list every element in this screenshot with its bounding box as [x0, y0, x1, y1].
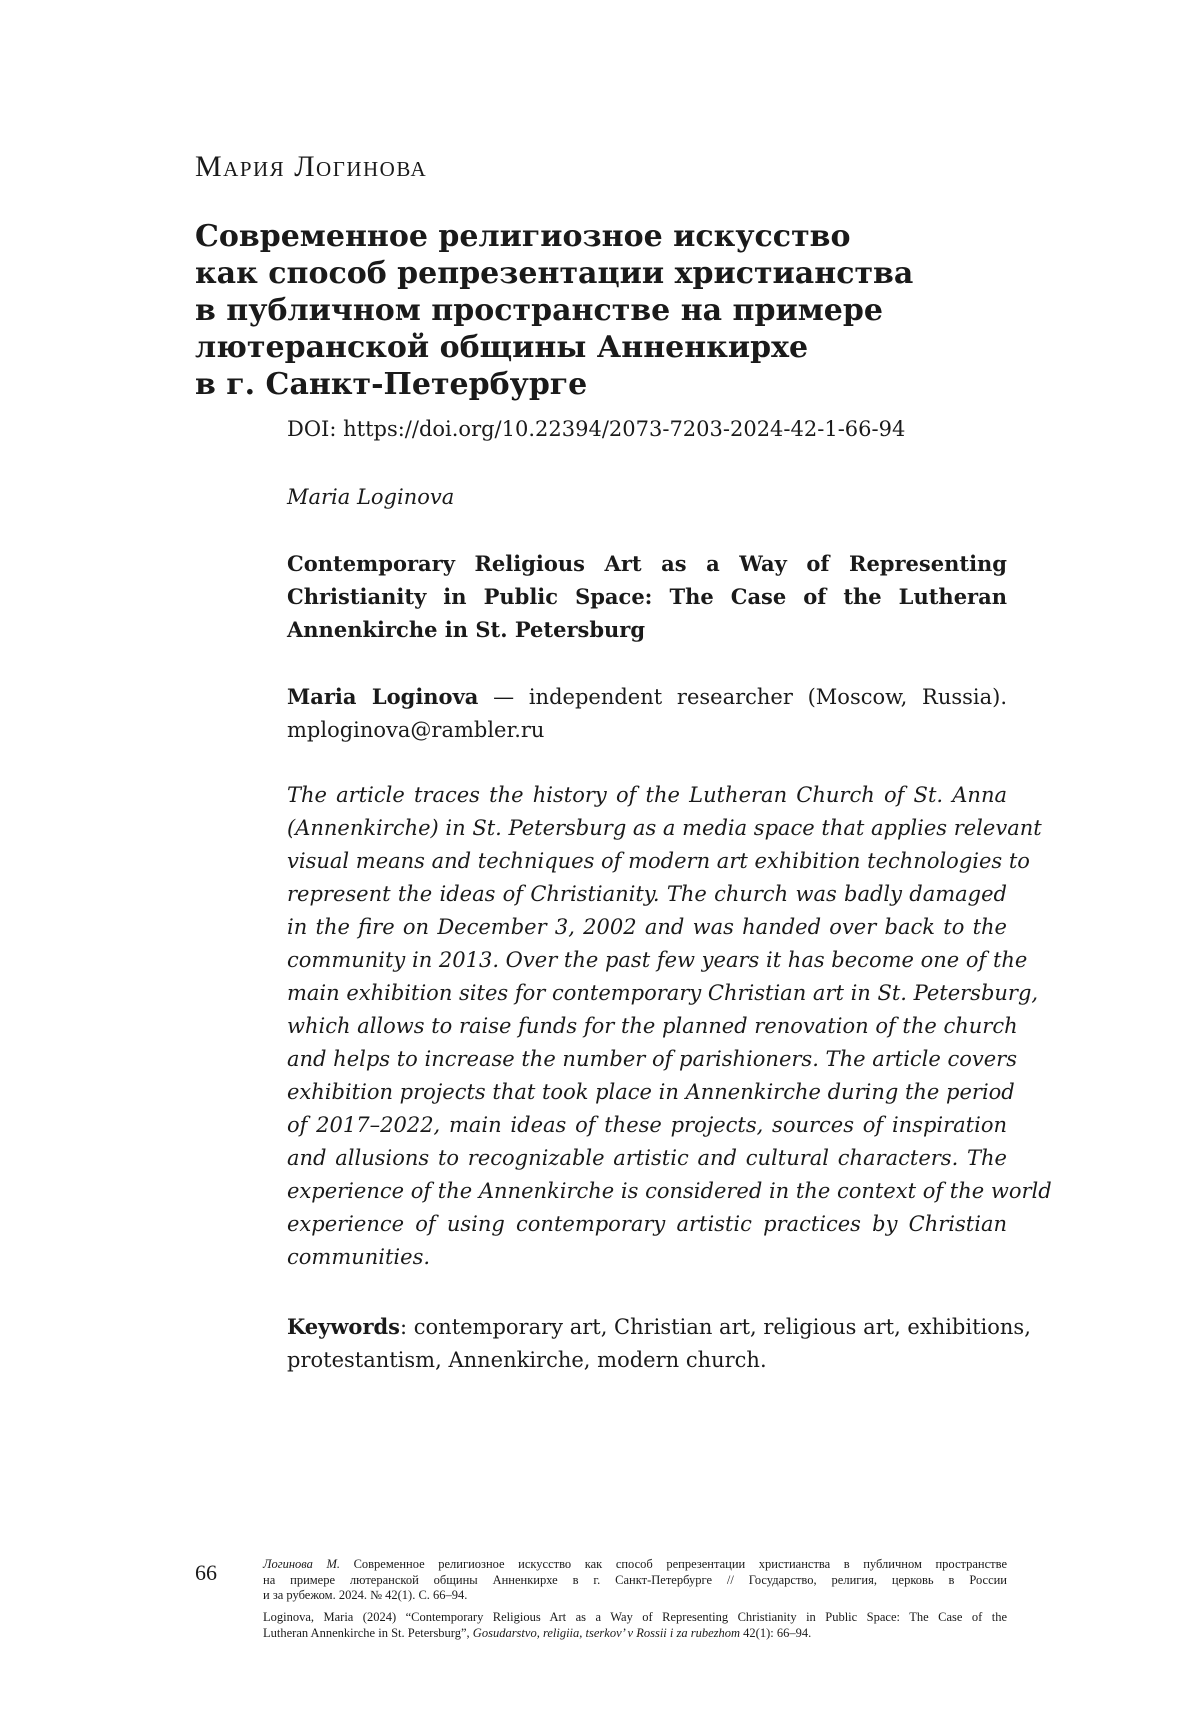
abstract-line: and helps to increase the number of parishioners. The article covers: [287, 1047, 1017, 1071]
abstract-line: main exhibition sites for contemporary Christian art in St. Petersburg,: [287, 981, 1039, 1005]
title-en-line: Christianity in Public Space: The Case of the Lutheran: [287, 584, 1007, 609]
title-ru-line: в публичном пространстве на примере: [195, 293, 883, 328]
title-en-line: Annenkirche in St. Petersburg: [287, 617, 646, 642]
citation-en: [263, 1610, 1007, 1641]
doi-line[interactable]: DOI: https://doi.org/10.22394/2073-7203-2024-42-1-66-94: [287, 417, 906, 441]
keywords: [287, 1310, 1031, 1377]
affiliation-text: — independent researcher (Moscow, Russia).: [478, 685, 1007, 709]
abstract-line: and allusions to recognizable artistic and cultural characters. The: [287, 1146, 1007, 1170]
citation-en-text: 42(1): 66–94.: [740, 1625, 812, 1640]
title-en-line: Contemporary Religious Art as a Way of Representing: [287, 551, 1007, 576]
citation-ru: [263, 1557, 1007, 1604]
author-name-ru: Мария Логинова: [195, 150, 428, 183]
abstract-line: represent the ideas of Christianity. The church was badly damaged: [287, 882, 1007, 906]
title-ru-line: лютеранской общины Анненкирхе: [195, 330, 809, 365]
title-ru-line: Современное религиозное искусство: [195, 219, 851, 254]
affiliation-author-name: Maria Loginova: [287, 684, 479, 709]
citation-ru-line: и за рубежом. 2024. № 42(1). С. 66–94.: [263, 1588, 468, 1602]
abstract-line: communities.: [287, 1245, 431, 1269]
author-email-link[interactable]: mploginova@rambler.ru: [287, 718, 545, 742]
abstract-line: experience of using contemporary artistic practices by Christian: [287, 1212, 1007, 1236]
title-ru-line: как способ репрезентации христианства: [195, 256, 914, 291]
author-name-en: Maria Loginova: [287, 485, 455, 509]
article-title-ru: [195, 218, 1015, 403]
citation-en-line: Loginova, Maria (2024) “Contemporary Religious Art as a Way of Representing Christianity in Public Space: The Case of the: [263, 1610, 1007, 1624]
citation-en-journal: Gosudarstvo, religiia, tserkov’ v Rossii i za rubezhom: [472, 1625, 741, 1640]
keywords-label: Keywords: [287, 1314, 401, 1339]
citation-ru-author: Логинова М.: [263, 1557, 340, 1571]
page-number: 66: [195, 1560, 217, 1585]
citation-ru-text: Современное религиозное искусство как способ репрезентации христианства в публичном пространстве: [340, 1557, 1007, 1571]
abstract-line: experience of the Annenkirche is considered in the context of the world: [287, 1179, 1052, 1203]
abstract-line: The article traces the history of the Lutheran Church of St. Anna: [287, 783, 1007, 807]
abstract-line: visual means and techniques of modern art exhibition technologies to: [287, 849, 1030, 873]
keywords-line: [287, 1310, 1031, 1344]
citation-en-line: [263, 1626, 1007, 1642]
citation-ru-line: [263, 1557, 1007, 1573]
keywords-list: : contemporary art, Christian art, religious art, exhibitions,: [400, 1315, 1031, 1339]
abstract-line: exhibition projects that took place in Annenkirche during the period: [287, 1080, 1015, 1104]
abstract-line: in the fire on December 3, 2002 and was handed over back to the: [287, 915, 1007, 939]
article-title-en: [287, 547, 1007, 646]
title-ru-line: в г. Санкт-Петербурге: [195, 367, 588, 402]
affiliation-line: [287, 680, 1007, 714]
author-affiliation: [287, 680, 1007, 747]
abstract: [287, 779, 1052, 1274]
citation-en-text: Lutheran Annenkirche in St. Petersburg”,: [263, 1625, 473, 1640]
abstract-line: which allows to raise funds for the planned renovation of the church: [287, 1014, 1018, 1038]
abstract-line: of 2017–2022, main ideas of these projects, sources of inspiration: [287, 1113, 1007, 1137]
abstract-line: (Annenkirche) in St. Petersburg as a media space that applies relevant: [287, 816, 1042, 840]
abstract-line: community in 2013. Over the past few years it has become one of the: [287, 948, 1028, 972]
keywords-line: protestantism, Annenkirche, modern church.: [287, 1348, 767, 1372]
citation-ru-line: на примере лютеранской общины Анненкирхе в г. Санкт-Петербурге // Государство, религия, церковь в России: [263, 1572, 1007, 1587]
